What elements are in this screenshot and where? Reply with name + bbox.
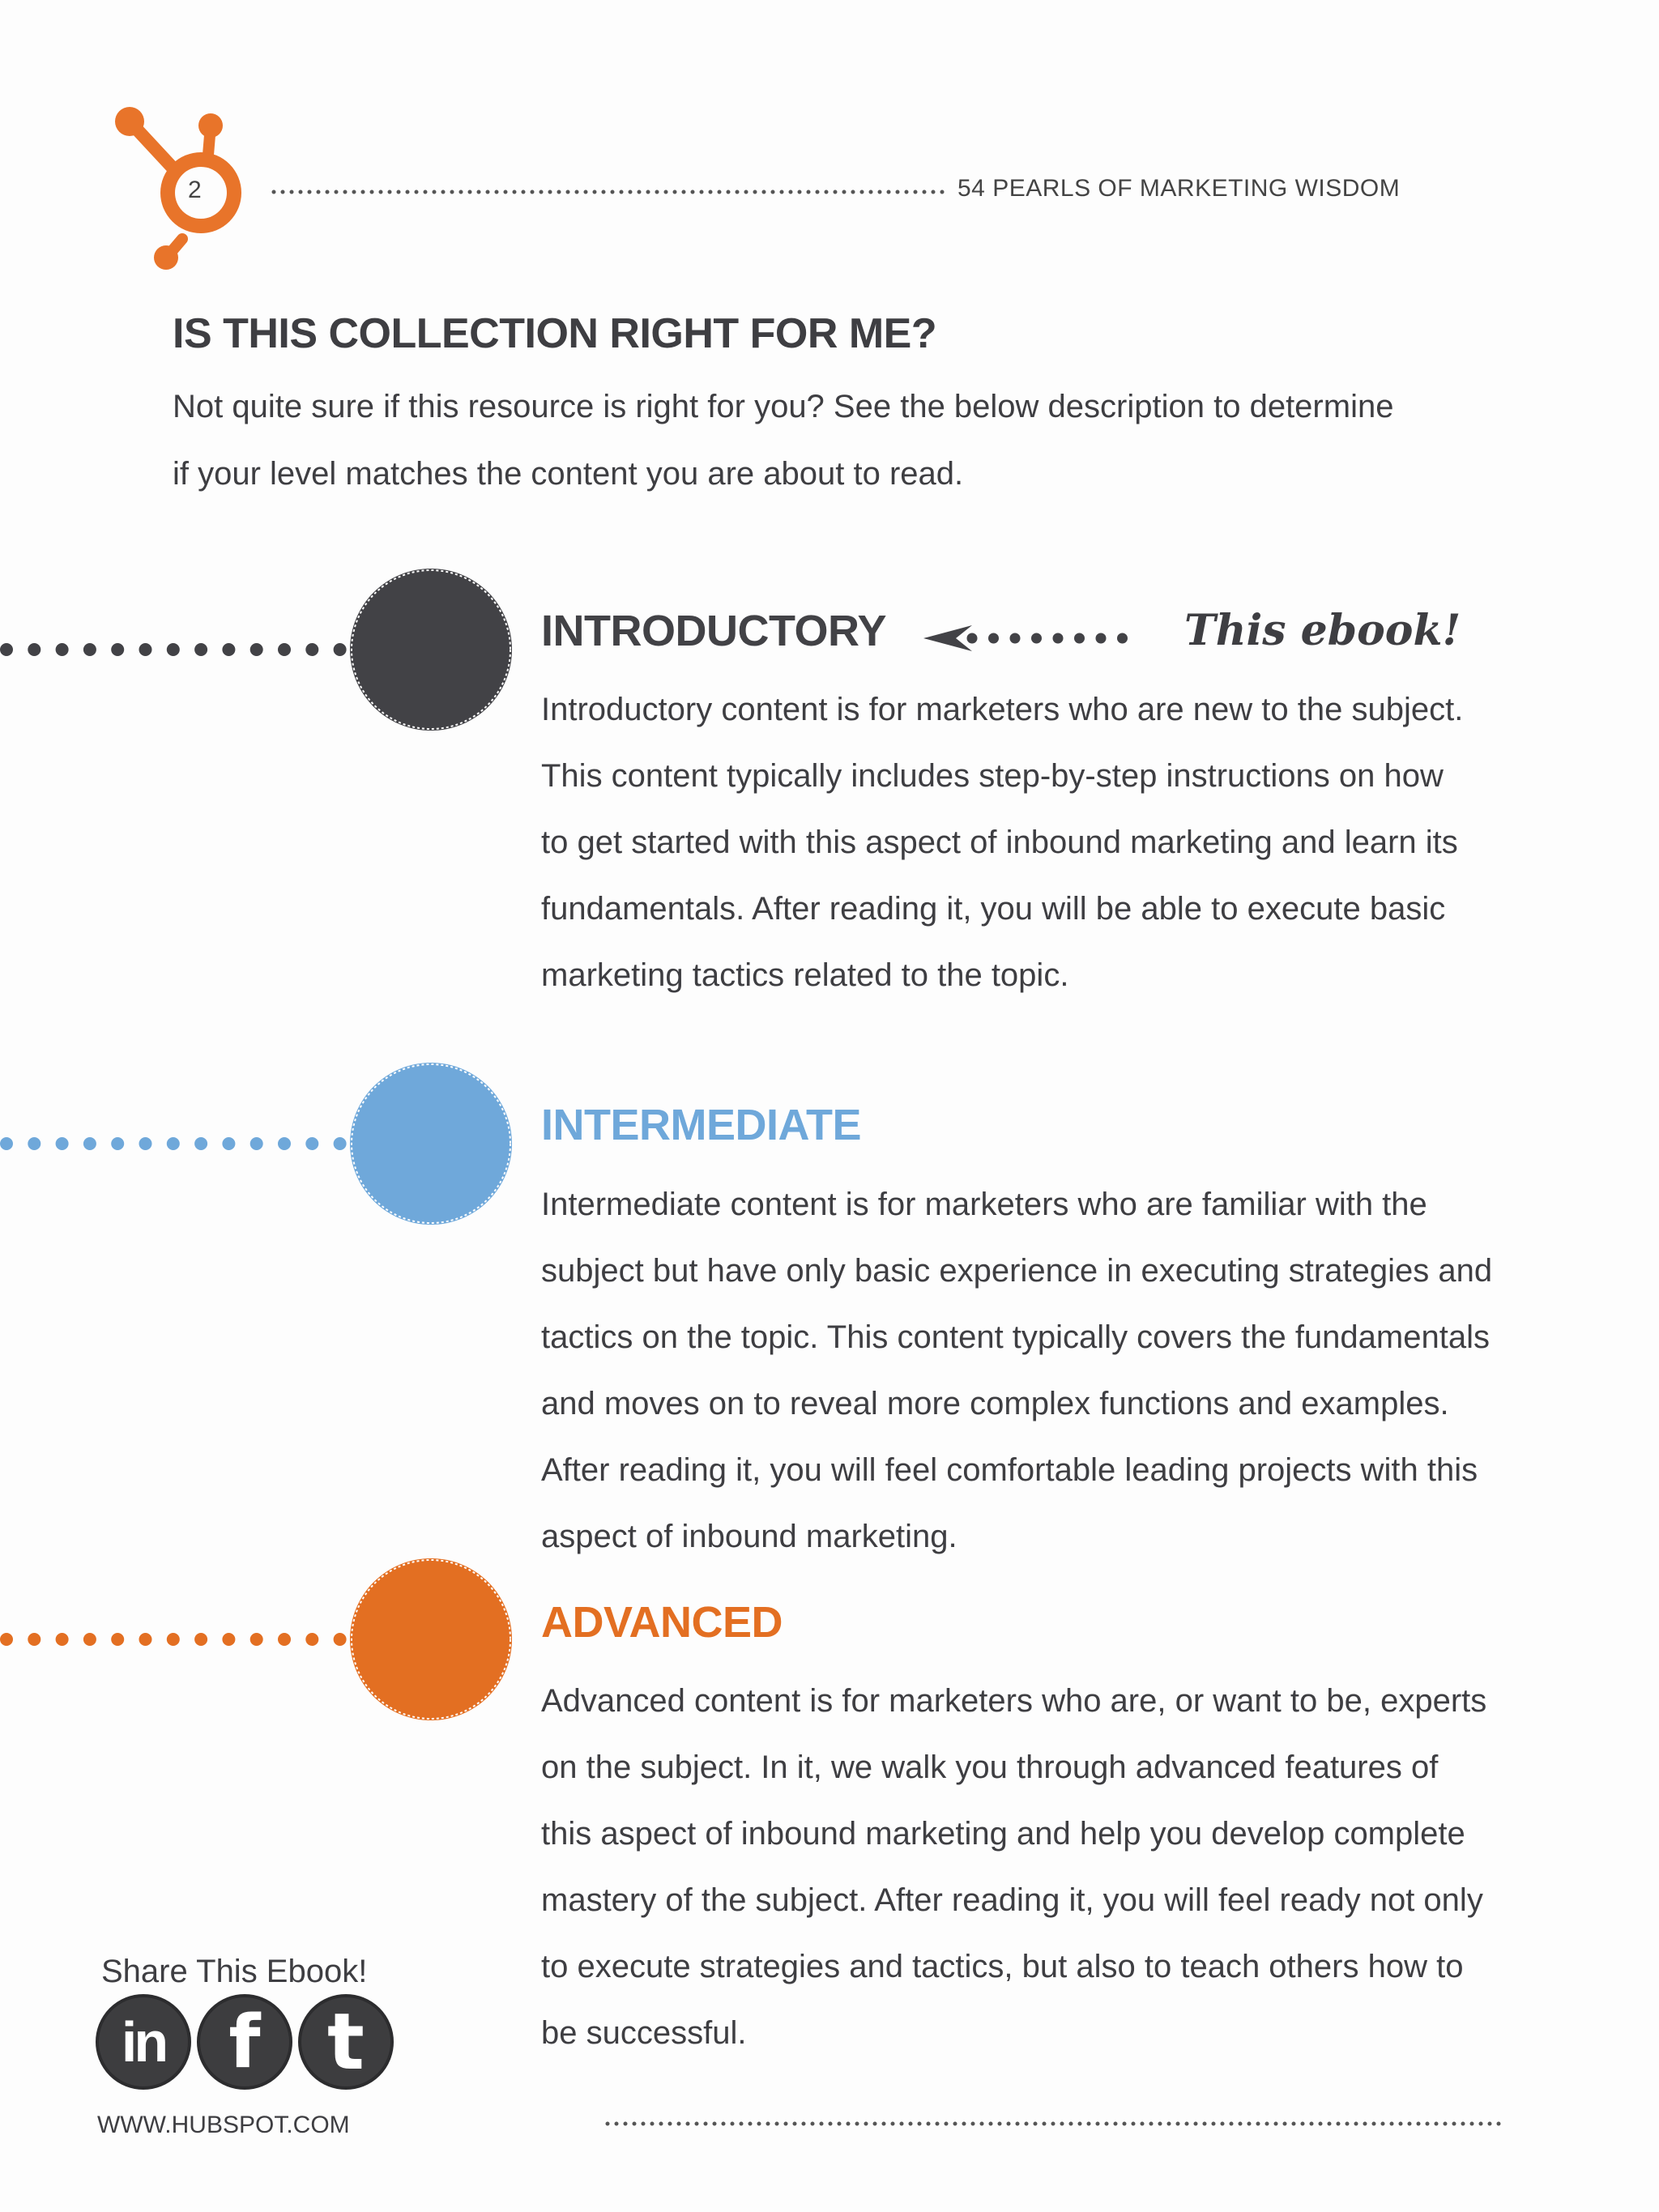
this-ebook-annotation: This ebook! xyxy=(1184,606,1461,655)
level-title-intermediate: INTERMEDIATE xyxy=(541,1101,861,1149)
intro-text-line: if your level matches the content you are about to read. xyxy=(173,456,964,492)
footer-url-link[interactable]: WWW.HUBSPOT.COM xyxy=(97,2112,350,2138)
advanced-text-line: to execute strategies and tactics, but also to teach others how to xyxy=(541,1949,1464,1984)
linkedin-icon[interactable]: in xyxy=(96,1994,191,2090)
header-dotted-rule xyxy=(270,188,950,196)
introductory-text-line: marketing tactics related to the topic. xyxy=(541,957,1069,993)
level-title-advanced: ADVANCED xyxy=(541,1598,783,1647)
advanced-dot-edge xyxy=(350,1558,512,1720)
share-this-ebook-label: Share This Ebook! xyxy=(101,1954,368,1989)
arrow-left-icon xyxy=(923,624,1150,653)
intro-text-line: Not quite sure if this resource is right for you? See the below description to determine xyxy=(173,389,1394,424)
intermediate-text-line: After reading it, you will feel comfortable leading projects with this xyxy=(541,1452,1478,1488)
intermediate-text-line: and moves on to reveal more complex functions and examples. xyxy=(541,1386,1449,1421)
introductory-text-line: to get started with this aspect of inbound marketing and learn its xyxy=(541,825,1458,860)
advanced-text-line: on the subject. In it, we walk you through advanced features of xyxy=(541,1750,1439,1785)
twitter-icon[interactable]: t xyxy=(298,1994,394,2090)
advanced-text-line: be successful. xyxy=(541,2015,747,2051)
advanced-dotted-line xyxy=(0,1630,356,1649)
intermediate-text-line: tactics on the topic. This content typically covers the fundamentals xyxy=(541,1319,1490,1355)
advanced-text-line: mastery of the subject. After reading it, you will feel ready not only xyxy=(541,1882,1483,1918)
running-header-title: 54 PEARLS OF MARKETING WISDOM xyxy=(957,175,1401,202)
introductory-text-line: fundamentals. After reading it, you will be able to execute basic xyxy=(541,891,1446,927)
intermediate-text-line: Intermediate content is for marketers who are familiar with the xyxy=(541,1187,1427,1222)
intermediate-text-line: aspect of inbound marketing. xyxy=(541,1519,957,1554)
page-title: IS THIS COLLECTION RIGHT FOR ME? xyxy=(173,310,937,357)
hubspot-sprocket-icon xyxy=(105,101,267,279)
introductory-dot-edge xyxy=(350,569,512,731)
page-number: 2 xyxy=(188,177,202,203)
introductory-text-line: Introductory content is for marketers who are new to the subject. xyxy=(541,692,1464,727)
facebook-icon[interactable]: f xyxy=(197,1994,292,2090)
introductory-text-line: This content typically includes step-by-step instructions on how xyxy=(541,758,1444,794)
intermediate-dot-edge xyxy=(350,1063,512,1225)
advanced-text-line: Advanced content is for marketers who are, or want to be, experts xyxy=(541,1683,1487,1719)
footer-dotted-rule xyxy=(603,2120,1504,2128)
level-title-introductory: INTRODUCTORY xyxy=(541,607,886,655)
intermediate-text-line: subject but have only basic experience in executing strategies and xyxy=(541,1253,1493,1289)
introductory-dotted-line xyxy=(0,640,356,659)
advanced-text-line: this aspect of inbound marketing and help you develop complete xyxy=(541,1816,1465,1852)
intermediate-dotted-line xyxy=(0,1134,356,1153)
